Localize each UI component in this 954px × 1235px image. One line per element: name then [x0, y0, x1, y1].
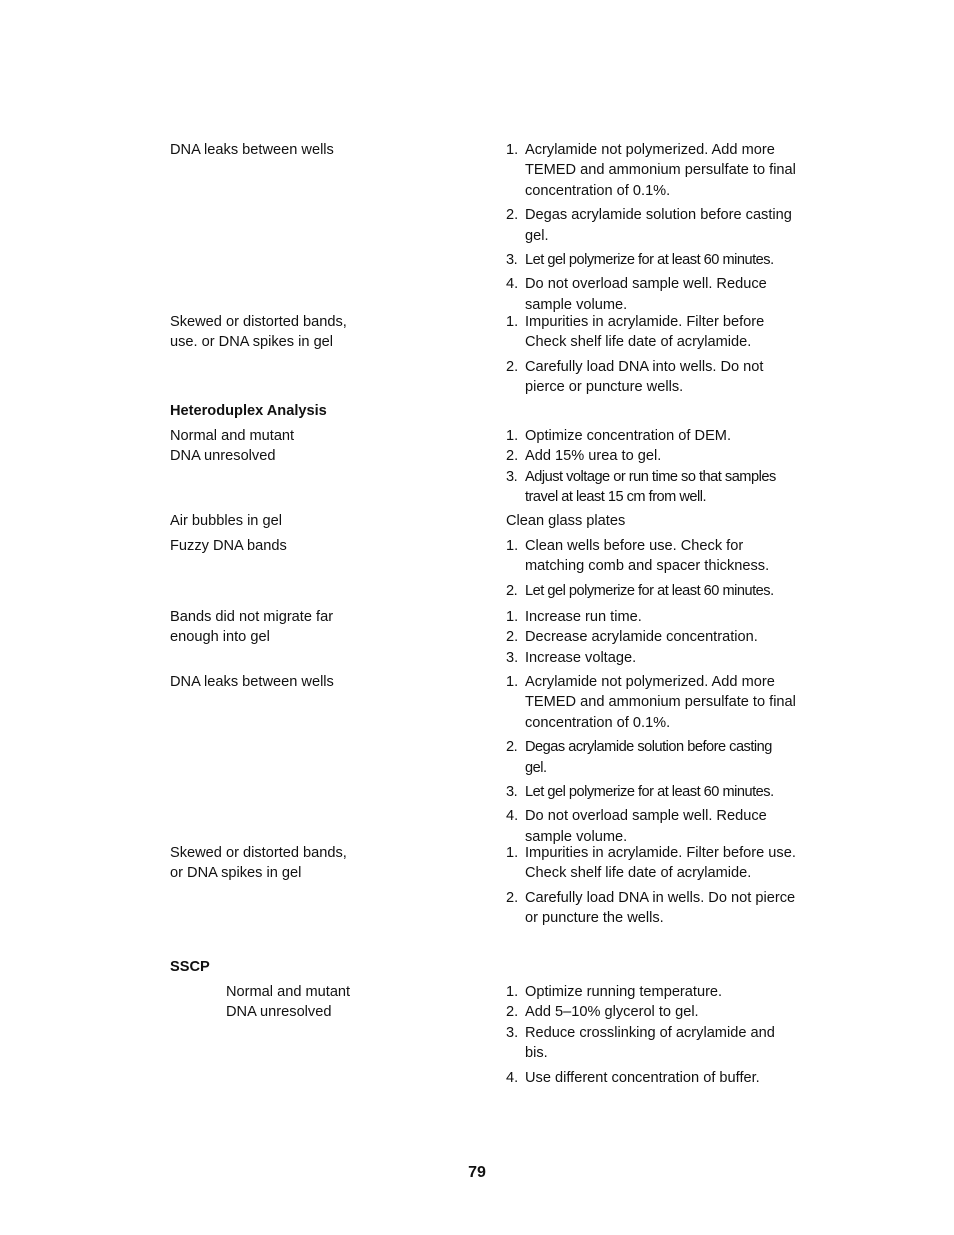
solution-item: 1. Impurities in acrylamide. Filter before use. Check shelf life date of acrylamide.	[506, 845, 796, 882]
solution-item: 4. Use different concentration of buffer.	[506, 1069, 760, 1086]
solution-list	[506, 843, 796, 933]
problem-text: Air bubbles in gel	[170, 513, 282, 529]
solution-list	[506, 982, 796, 1092]
solution-item: 2. Carefully load DNA in wells. Do not pierce or puncture the wells.	[506, 889, 796, 927]
solution-item: 1. Clean wells before use. Check for matching comb and spacer thickness.	[506, 538, 770, 575]
solution-item: 1. Acrylamide not polymerized. Add more TEMED and ammonium persulfate to final concentration of 0.1%.	[506, 142, 796, 199]
solution-item: 1. Increase run time.	[506, 609, 642, 625]
solution-item: 3. Let gel polymerize for at least 60 minutes.	[506, 252, 774, 269]
solution-list	[506, 140, 796, 319]
solution-item: 2. Add 15% urea to gel.	[506, 448, 662, 465]
solution-item: 3. Adjust voltage or run time so that samples travel at least 15 cm from well.	[506, 468, 776, 506]
solution-text: Clean glass plates	[506, 513, 626, 529]
problem-text: DNA leaks between wells	[170, 674, 334, 690]
solution-item: 4. Do not overload sample well. Reduce sample volume.	[506, 276, 767, 313]
solution-item: 2. Degas acrylamide solution before casting gel.	[506, 207, 792, 244]
solution-item: 4. Do not overload sample well. Reduce sample volume.	[506, 808, 767, 845]
solution-item: 2. Let gel polymerize for at least 60 minutes.	[506, 582, 774, 599]
solution-item: 1. Optimize running temperature.	[506, 984, 723, 1000]
problem-text: Fuzzy DNA bands	[170, 538, 287, 554]
problem-text: DNA leaks between wells	[170, 142, 334, 158]
problem-text: Skewed or distorted bands, or DNA spikes in gel	[170, 845, 347, 882]
solution-item: 1. Optimize concentration of DEM.	[506, 428, 732, 444]
solution-item: 1. Acrylamide not polymerized. Add more TEMED and ammonium persulfate to final concentration of 0.1%.	[506, 674, 796, 731]
solution-list	[506, 536, 796, 605]
solution-list	[506, 607, 796, 672]
problem-text: Normal and mutant DNA unresolved	[170, 428, 295, 465]
problem-text: Bands did not migrate far enough into gel	[170, 609, 334, 646]
solution-item: 2. Decrease acrylamide concentration.	[506, 629, 758, 646]
solution-list	[506, 426, 796, 512]
solution-list	[506, 312, 796, 402]
page-number: 79	[468, 1164, 486, 1181]
section-heading-sscp: SSCP	[170, 959, 210, 975]
solution-item: 1. Impurities in acrylamide. Filter before Check shelf life date of acrylamide.	[506, 314, 765, 351]
problem-text: Skewed or distorted bands, use. or DNA spikes in gel	[170, 314, 347, 351]
solution-item: 3. Let gel polymerize for at least 60 minutes.	[506, 784, 774, 801]
solution-item: 2. Degas acrylamide solution before casting gel.	[506, 739, 772, 776]
solution-item: 3. Reduce crosslinking of acrylamide and bis.	[506, 1024, 775, 1062]
problem-text: Normal and mutant DNA unresolved	[226, 984, 351, 1021]
solution-item: 2. Carefully load DNA into wells. Do not pierce or puncture wells.	[506, 358, 764, 396]
section-heading-heteroduplex: Heteroduplex Analysis	[170, 403, 327, 419]
solution-item: 2. Add 5–10% glycerol to gel.	[506, 1004, 699, 1021]
solution-list	[506, 672, 796, 851]
solution-item: 3. Increase voltage.	[506, 649, 637, 666]
